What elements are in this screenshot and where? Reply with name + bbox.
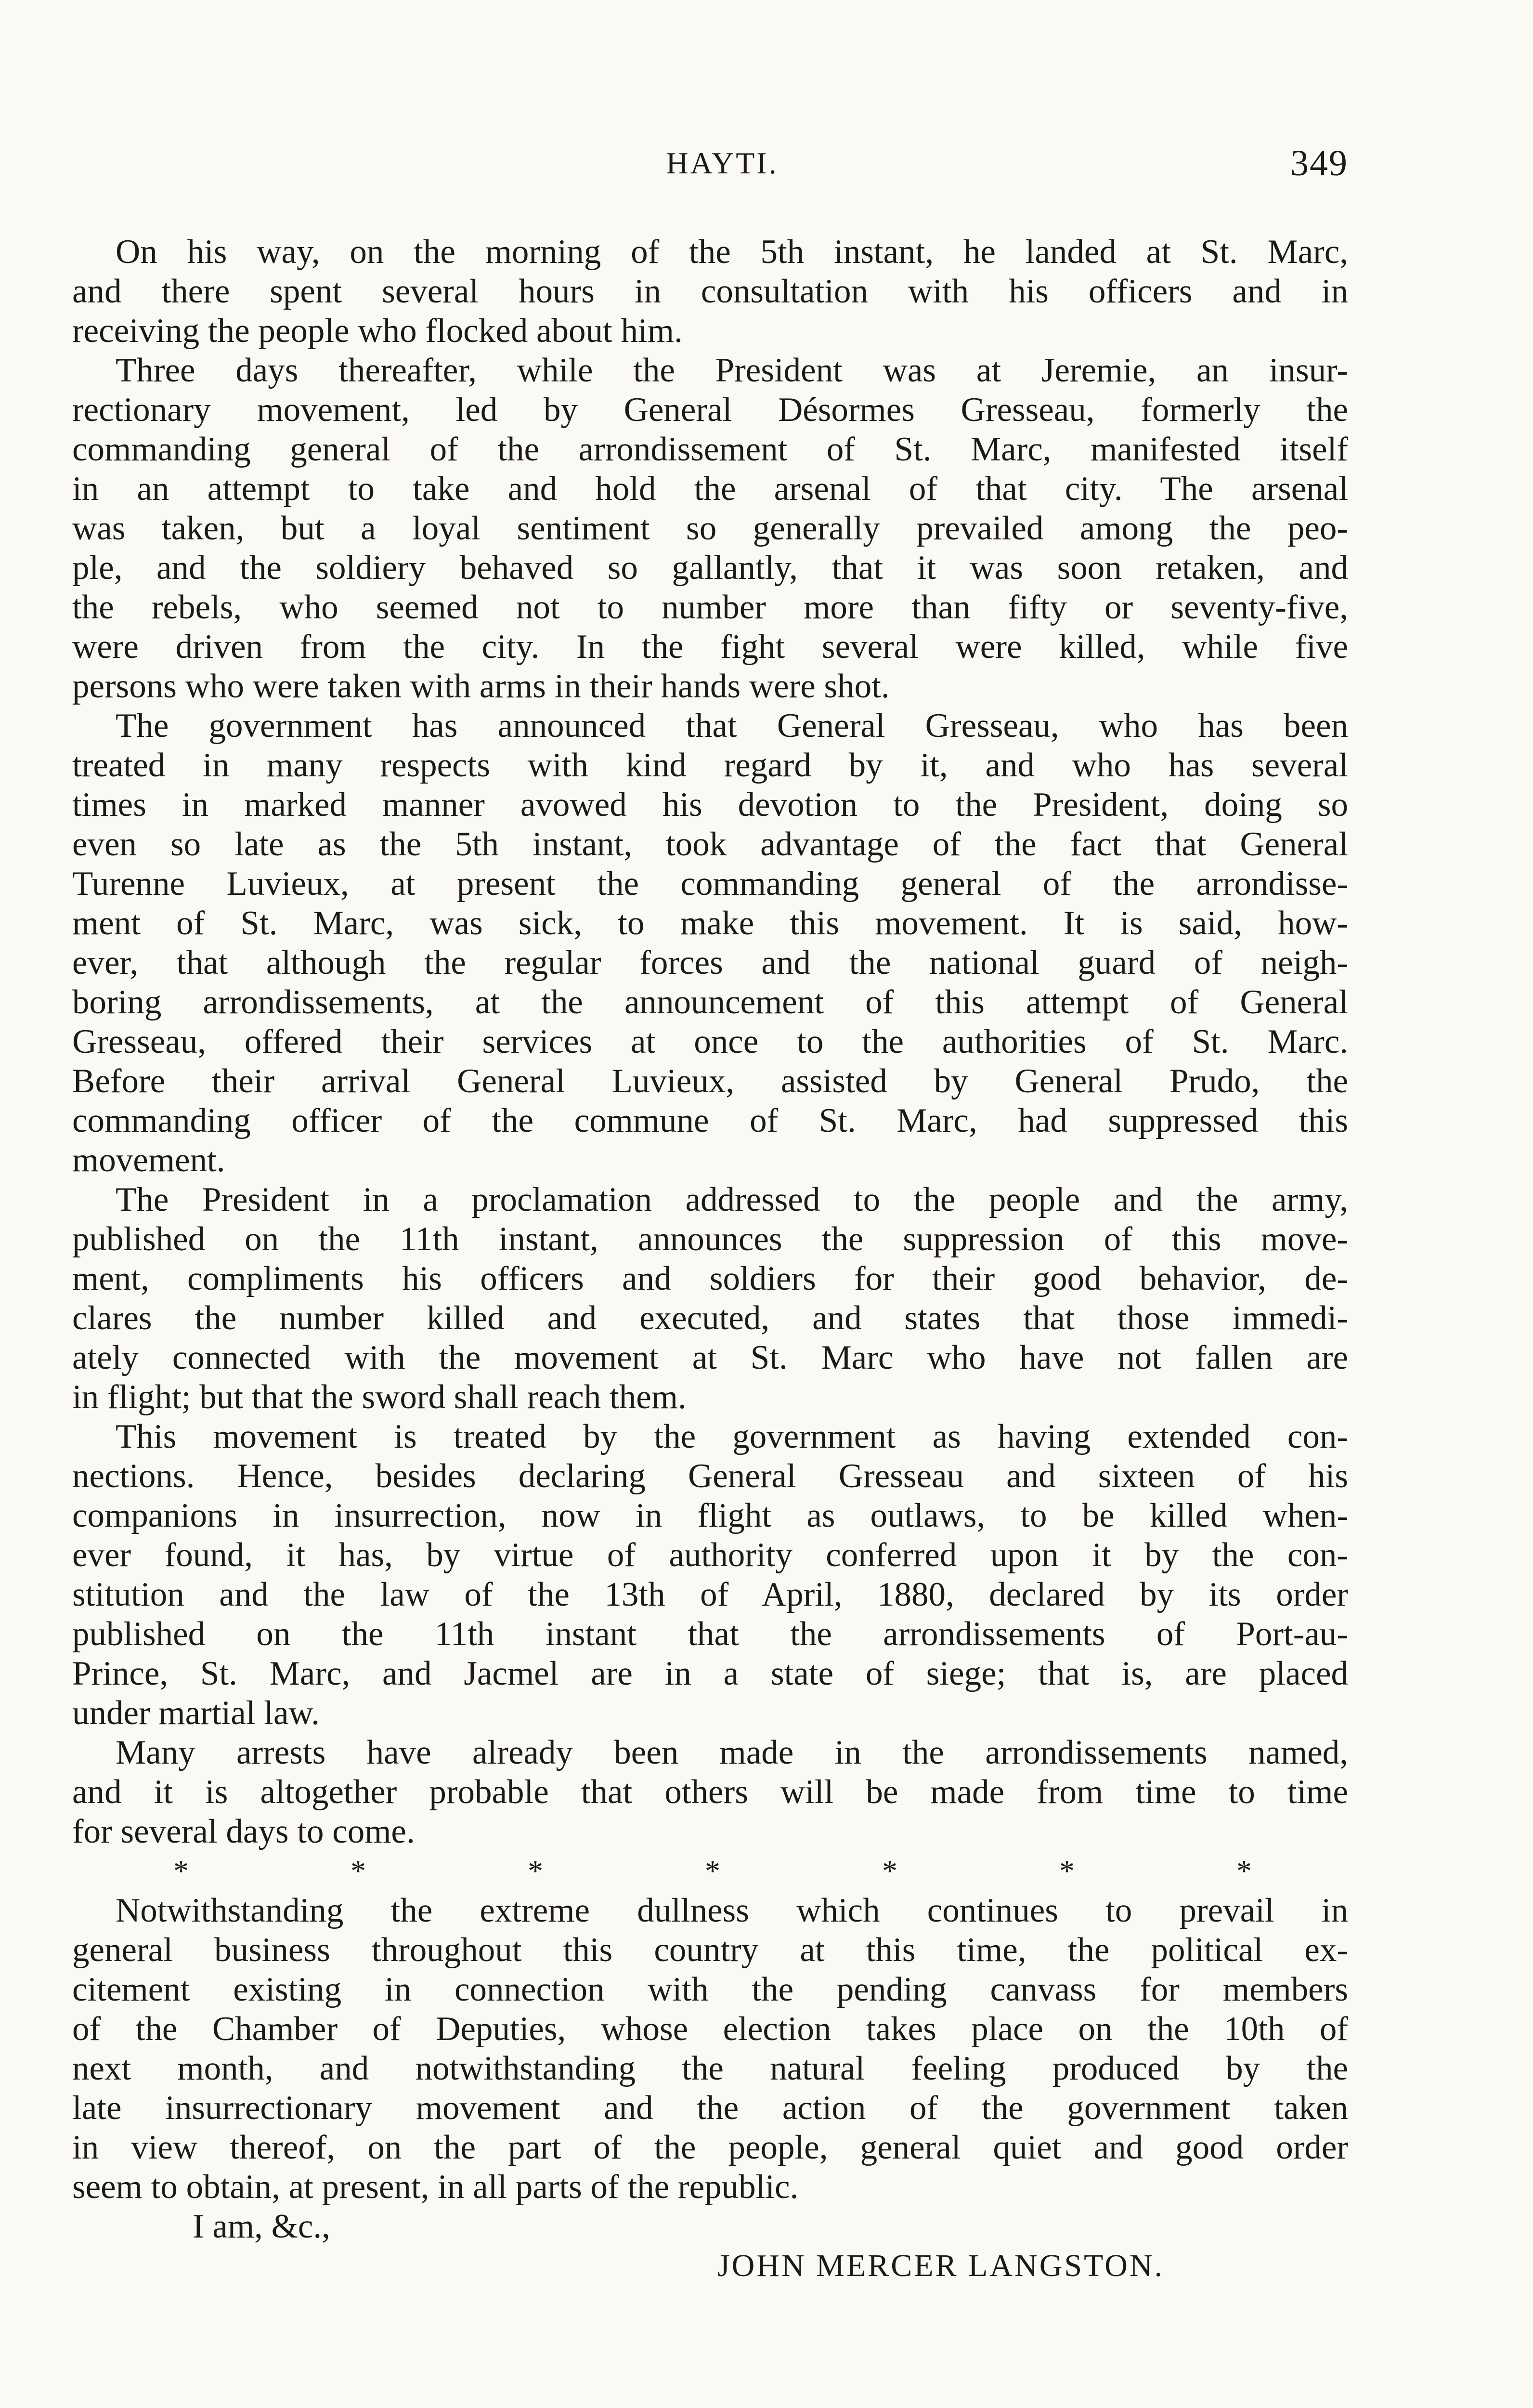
text-line: the rebels, who seemed not to number more than fifty or seventy-five, bbox=[72, 589, 1348, 626]
text-line: clares the number killed and executed, and states that those immedi- bbox=[72, 1299, 1348, 1337]
asterisk: * bbox=[705, 1854, 720, 1888]
text-line: commanding general of the arrondissement of St. Marc, manifested itself bbox=[72, 431, 1348, 468]
text-line: commanding officer of the commune of St. Marc, had suppressed this bbox=[72, 1102, 1348, 1139]
text-line: Notwithstanding the extreme dullness which continues to prevail in bbox=[116, 1892, 1348, 1929]
text-line: general business throughout this country at this time, the political ex- bbox=[72, 1931, 1348, 1969]
asterisk: * bbox=[351, 1854, 366, 1888]
text-line: nections. Hence, besides declaring General Gresseau and sixteen of his bbox=[72, 1457, 1348, 1495]
text-line: persons who were taken with arms in their hands were shot. bbox=[72, 667, 890, 705]
closing-line: I am, &c., bbox=[193, 2208, 330, 2245]
text-line: late insurrectionary movement and the action of the government taken bbox=[72, 2089, 1348, 2127]
text-line: of the Chamber of Deputies, whose election takes place on the 10th of bbox=[72, 2010, 1348, 2048]
text-line: Turenne Luvieux, at present the commanding general of the arrondisse- bbox=[72, 865, 1348, 903]
text-line: Gresseau, offered their services at once to the authorities of St. Marc. bbox=[72, 1023, 1348, 1060]
text-line: Before their arrival General Luvieux, assisted by General Prudo, the bbox=[72, 1062, 1348, 1100]
text-line: ever found, it has, by virtue of authority conferred upon it by the con- bbox=[72, 1536, 1348, 1574]
text-line: next month, and notwithstanding the natural feeling produced by the bbox=[72, 2050, 1348, 2087]
text-line: times in marked manner avowed his devotion to the President, doing so bbox=[72, 786, 1348, 824]
text-line: published on the 11th instant that the arrondissements of Port-au- bbox=[72, 1615, 1348, 1653]
text-line: The government has announced that General Gresseau, who has been bbox=[116, 707, 1348, 745]
text-line: in flight; but that the sword shall reach them. bbox=[72, 1378, 687, 1416]
text-line: ple, and the soldiery behaved so gallantly, that it was soon retaken, and bbox=[72, 549, 1348, 587]
asterisk-separator bbox=[173, 1851, 1252, 1891]
text-line: ment, compliments his officers and soldiers for their good behavior, de- bbox=[72, 1260, 1348, 1297]
text-line: receiving the people who flocked about him. bbox=[72, 312, 683, 350]
text-line: ever, that although the regular forces and the national guard of neigh- bbox=[72, 944, 1348, 982]
text-line: companions in insurrection, now in flight as outlaws, to be killed when- bbox=[72, 1497, 1348, 1534]
text-line: Prince, St. Marc, and Jacmel are in a state of siege; that is, are placed bbox=[72, 1655, 1348, 1692]
asterisk: * bbox=[882, 1854, 897, 1888]
text-line: On his way, on the morning of the 5th instant, he landed at St. Marc, bbox=[116, 233, 1348, 271]
text-line: rectionary movement, led by General Désormes Gresseau, formerly the bbox=[72, 391, 1348, 429]
text-line: and it is altogether probable that others will be made from time to time bbox=[72, 1773, 1348, 1811]
signature: JOHN MERCER LANGSTON. bbox=[717, 2248, 1165, 2283]
text-line: under martial law. bbox=[72, 1694, 320, 1732]
asterisk: * bbox=[173, 1854, 189, 1888]
text-line: in an attempt to take and hold the arsenal of that city. The arsenal bbox=[72, 470, 1348, 508]
text-line: This movement is treated by the government as having extended con- bbox=[116, 1418, 1348, 1455]
text-line: treated in many respects with kind regard by it, and who has several bbox=[72, 746, 1348, 784]
asterisk: * bbox=[1059, 1854, 1075, 1888]
asterisk: * bbox=[1236, 1854, 1252, 1888]
text-line: Three days thereafter, while the President was at Jeremie, an insur- bbox=[116, 352, 1348, 389]
text-line: seem to obtain, at present, in all parts of the republic. bbox=[72, 2168, 799, 2206]
text-line: The President in a proclamation addressed to the people and the army, bbox=[116, 1181, 1348, 1218]
text-line: and there spent several hours in consultation with his officers and in bbox=[72, 273, 1348, 310]
text-line: ately connected with the movement at St. Marc who have not fallen are bbox=[72, 1339, 1348, 1376]
text-line: boring arrondissements, at the announcement of this attempt of General bbox=[72, 983, 1348, 1021]
asterisk: * bbox=[528, 1854, 543, 1888]
text-line: ment of St. Marc, was sick, to make this movement. It is said, how- bbox=[72, 904, 1348, 942]
page-number: 349 bbox=[1290, 143, 1348, 183]
text-line: in view thereof, on the part of the people, general quiet and good order bbox=[72, 2129, 1348, 2166]
text-line: published on the 11th instant, announces the suppression of this move- bbox=[72, 1220, 1348, 1258]
text-line: was taken, but a loyal sentiment so generally prevailed among the peo- bbox=[72, 510, 1348, 547]
text-line: citement existing in connection with the pending canvass for members bbox=[72, 1971, 1348, 2008]
text-line: even so late as the 5th instant, took advantage of the fact that General bbox=[72, 825, 1348, 863]
text-line: stitution and the law of the 13th of April, 1880, declared by its order bbox=[72, 1576, 1348, 1613]
text-line: Many arrests have already been made in the arrondissements named, bbox=[116, 1734, 1348, 1771]
text-line: were driven from the city. In the fight several were killed, while five bbox=[72, 628, 1348, 666]
text-line: movement. bbox=[72, 1141, 225, 1179]
text-line: for several days to come. bbox=[72, 1813, 415, 1850]
running-head: HAYTI. bbox=[666, 146, 779, 180]
